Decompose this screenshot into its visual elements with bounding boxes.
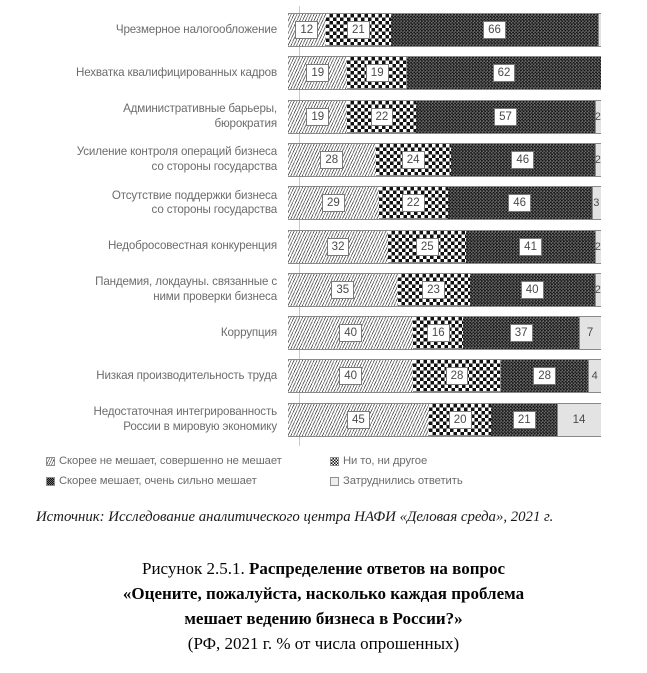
bar-segment: [448, 187, 592, 219]
category-label: [0, 66, 288, 81]
bar-segment: [376, 144, 451, 176]
category-label: [0, 326, 288, 341]
legend-label: Скорее не мешает, совершенно не мешает: [59, 455, 282, 467]
data-value-label: 19: [306, 64, 329, 82]
data-value-label: 66: [483, 21, 506, 39]
data-value-label: 22: [402, 194, 425, 212]
chart-row: [0, 359, 647, 393]
chart-row: [0, 100, 647, 134]
bar-segment: [588, 360, 601, 392]
category-label-line: Недобросовестная конкуренция: [107, 239, 277, 253]
bar-segment: [288, 144, 376, 176]
caption-line-1: [36, 556, 611, 581]
bar-plot-area: [288, 13, 601, 47]
caption-title-line-1: Распределение ответов на вопрос: [248, 559, 505, 578]
bar-plot-area: [288, 56, 601, 90]
data-value-label: 16: [427, 324, 450, 342]
chart-row: [0, 56, 647, 90]
data-value-label: 62: [493, 64, 516, 82]
bar-segment: [407, 57, 601, 89]
category-label-line: бюрократия: [214, 116, 277, 130]
caption-title-line-2: «Оцените, пожалуйста, насколько каждая проблема: [122, 584, 525, 603]
data-value-label: 35: [331, 281, 354, 299]
source-note: Источник: Исследование аналитического центра НАФИ «Деловая среда», 2021 г.: [36, 509, 554, 525]
bar-segment: [347, 57, 406, 89]
chart-row: [0, 273, 647, 307]
category-label-line: Отсутствие поддержки бизнеса: [111, 188, 277, 202]
category-label: [0, 275, 288, 304]
data-value-label: 46: [508, 194, 531, 212]
category-label: [0, 369, 288, 384]
category-label: [0, 405, 288, 434]
data-value-label: 41: [519, 238, 542, 256]
data-value-label: 21: [513, 411, 536, 429]
bar-segment: [579, 317, 601, 349]
data-value-label: 4: [591, 370, 598, 383]
data-value-label: 29: [322, 194, 345, 212]
legend-label: Скорее мешает, очень сильно мешает: [59, 475, 257, 487]
data-value-label: 2: [594, 283, 601, 296]
bar-segment: [501, 360, 589, 392]
stacked-bar[interactable]: [288, 56, 601, 90]
category-label-line: Недостаточная интегрированность: [93, 405, 277, 419]
legend-label: Затруднились ответить: [343, 475, 463, 487]
data-value-label: 23: [422, 281, 445, 299]
category-label: [0, 239, 288, 254]
category-label-line: ними проверки бизнеса: [153, 289, 277, 303]
bar-segment: [595, 144, 601, 176]
data-value-label: 7: [586, 327, 594, 340]
stacked-bar[interactable]: [288, 143, 601, 177]
data-value-label: 12: [295, 21, 318, 39]
category-label: [0, 145, 288, 174]
stacked-bar[interactable]: [288, 316, 601, 350]
figure-number: Рисунок 2.5.1.: [142, 559, 245, 578]
data-value-label: 2: [594, 153, 601, 166]
data-value-label: 25: [416, 238, 439, 256]
data-value-label: 46: [511, 151, 534, 169]
data-value-label: 14: [572, 413, 586, 426]
data-value-label: 28: [533, 367, 556, 385]
bar-plot-area: [288, 273, 601, 307]
stacked-bar[interactable]: [288, 186, 601, 220]
bar-plot-area: [288, 100, 601, 134]
category-label-line: со стороны государства: [151, 203, 277, 217]
chart-row: [0, 230, 647, 264]
data-value-label: 3: [593, 197, 600, 210]
legend-item[interactable]: [330, 455, 427, 468]
bar-segment: [379, 187, 448, 219]
data-value-label: 28: [446, 367, 469, 385]
data-value-label: 40: [339, 367, 362, 385]
bar-plot-area: [288, 403, 601, 437]
legend-item[interactable]: [46, 455, 282, 468]
legend-item[interactable]: [330, 475, 463, 488]
bar-segment: [592, 187, 601, 219]
chart-row: [0, 403, 647, 437]
bar-segment: [595, 231, 601, 263]
category-label-line: Пандемия, локдауны. связанные с: [95, 275, 277, 289]
stacked-bar[interactable]: [288, 273, 601, 307]
category-label: [0, 189, 288, 218]
bar-plot-area: [288, 359, 601, 393]
category-label-line: Административные барьеры,: [123, 102, 277, 116]
dark-checker-swatch: [46, 477, 55, 486]
bar-segment: [595, 101, 601, 133]
category-label-line: Коррупция: [220, 325, 277, 339]
bar-segment: [288, 317, 413, 349]
checkerboard-swatch: [330, 457, 339, 466]
legend-label: Ни то, ни другое: [343, 455, 428, 467]
bar-plot-area: [288, 316, 601, 350]
bar-segment: [288, 57, 347, 89]
data-value-label: 24: [402, 151, 425, 169]
bar-segment: [391, 14, 598, 46]
figure-caption: [36, 556, 611, 656]
category-label-line: России в мировую экономику: [123, 419, 277, 433]
data-value-label: 45: [347, 411, 370, 429]
bar-segment: [429, 404, 492, 436]
category-label-line: Усиление контроля операций бизнеса: [76, 145, 277, 159]
bar-segment: [595, 274, 601, 306]
bar-segment: [288, 14, 326, 46]
caption-subtitle: (РФ, 2021 г. % от числа опрошенных): [187, 634, 460, 653]
bar-segment: [491, 404, 557, 436]
chart-row: [0, 13, 647, 47]
data-value-label: 57: [494, 108, 517, 126]
data-value-label: 21: [347, 21, 370, 39]
bar-segment: [347, 101, 416, 133]
data-value-label: 40: [521, 281, 544, 299]
bar-segment: [466, 231, 594, 263]
bar-segment: [413, 317, 463, 349]
bar-segment: [413, 360, 501, 392]
category-label-line: Чрезмерное налогообложение: [115, 22, 277, 36]
bar-segment: [288, 360, 413, 392]
data-value-label: 28: [320, 151, 343, 169]
bar-segment: [288, 231, 388, 263]
chart-row: [0, 316, 647, 350]
bar-segment: [326, 14, 392, 46]
bar-segment: [288, 404, 429, 436]
bar-plot-area: [288, 186, 601, 220]
bar-plot-area: [288, 143, 601, 177]
category-label-line: со стороны государства: [151, 159, 277, 173]
data-value-label: 19: [366, 64, 389, 82]
data-value-label: 22: [371, 108, 394, 126]
data-value-label: 32: [327, 238, 350, 256]
data-value-label: 20: [449, 411, 472, 429]
bar-segment: [463, 317, 579, 349]
bar-segment: [388, 231, 466, 263]
data-value-label: 2: [594, 240, 601, 253]
category-label-line: Низкая производительность труда: [96, 369, 277, 383]
data-value-label: 40: [339, 324, 362, 342]
category-label: [0, 102, 288, 131]
stacked-bar[interactable]: [288, 13, 601, 47]
legend-item[interactable]: [46, 475, 257, 488]
bar-segment: [288, 101, 347, 133]
data-value-label: 2: [594, 110, 601, 123]
bar-plot-area: [288, 230, 601, 264]
bar-segment: [451, 144, 595, 176]
bar-segment: [288, 187, 379, 219]
caption-title-line-3: мешает ведению бизнеса в России?»: [184, 609, 463, 628]
stacked-bar[interactable]: [288, 100, 601, 134]
bar-segment: [557, 404, 601, 436]
bar-segment: [288, 274, 398, 306]
bar-segment: [470, 274, 595, 306]
hatch-diagonal-swatch: [46, 457, 55, 466]
category-label: [0, 23, 288, 38]
data-value-label: 19: [306, 108, 329, 126]
bar-segment: [598, 14, 601, 46]
chart-row: [0, 186, 647, 220]
stacked-bar[interactable]: [288, 230, 601, 264]
data-value-label: 37: [510, 324, 533, 342]
bar-segment: [416, 101, 594, 133]
light-gray-swatch: [330, 477, 339, 486]
stacked-bar[interactable]: [288, 403, 601, 437]
chart-legend: [0, 453, 647, 499]
bar-segment: [398, 274, 470, 306]
stacked-bar[interactable]: [288, 359, 601, 393]
category-label-line: Нехватка квалифицированных кадров: [76, 66, 277, 80]
chart-row: [0, 143, 647, 177]
